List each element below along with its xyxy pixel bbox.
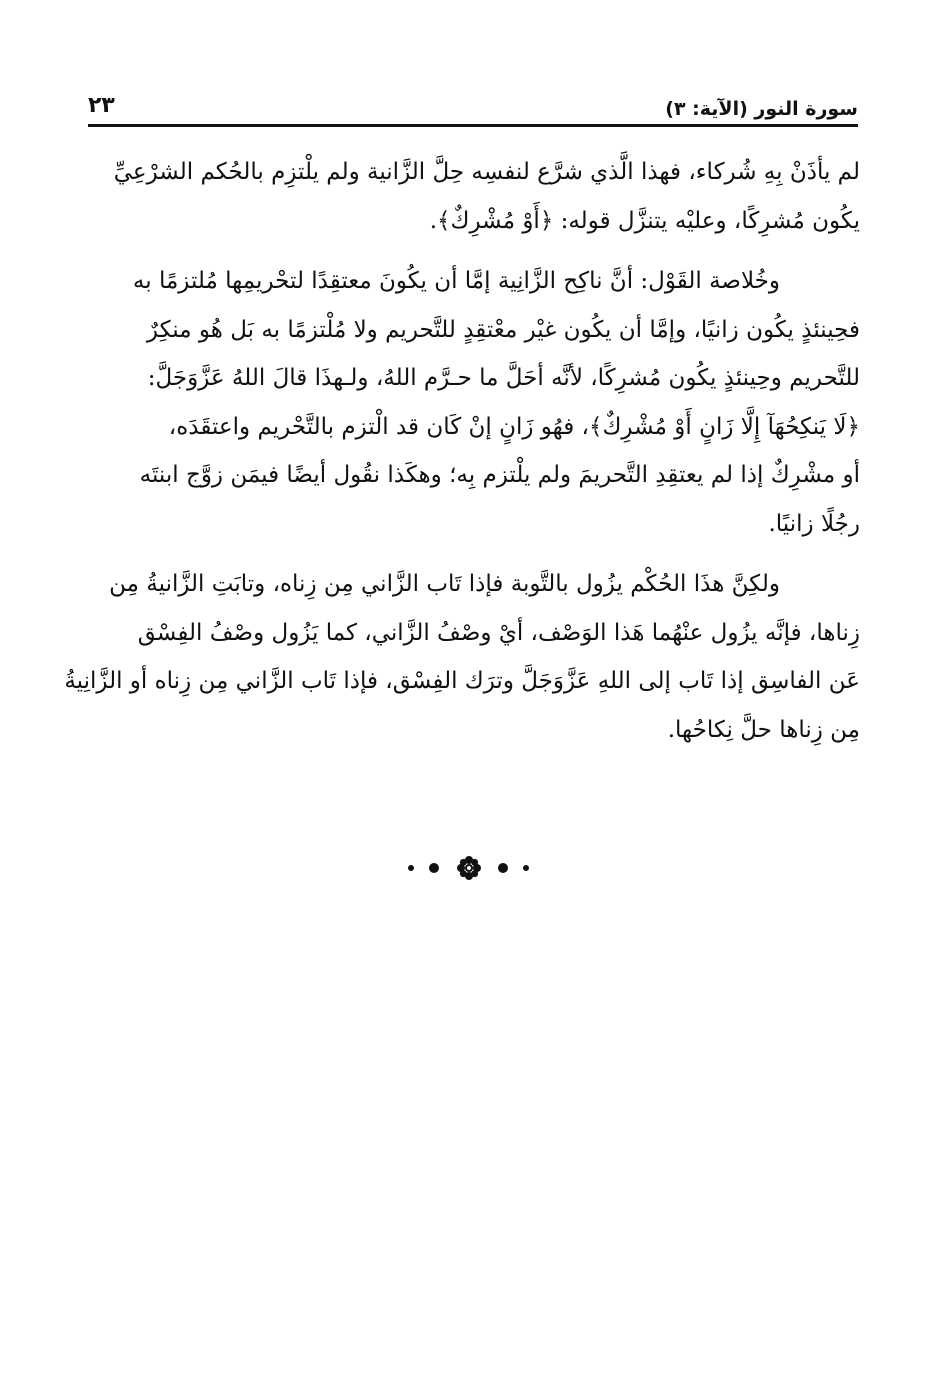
text-line: عَن الفاسِق إذا تَاب إلى اللهِ عَزَّوَجَلَّ وترَك الفِسْق، فإذا تَاب الزَّاني مِن زِناه أو الزَّانِيةُ: [64, 668, 860, 694]
header-divider: [88, 124, 858, 127]
text-line: ﴿لَا يَنكِحُهَآ إِلَّا زَانٍ أَوْ مُشْرِكٌ﴾، فهُو زَانٍ إنْ كَان قد الْتزم بالتَّحْريم واعتقَدَه،: [168, 413, 860, 440]
text-line: يكُون مُشرِكًا، وعليْه يتنزَّل قوله: ﴿أَوْ مُشْرِكٌ﴾.: [429, 207, 860, 234]
text-line: رجُلًا زانيًا.: [768, 510, 860, 537]
text-line: للتَّحريم وحِينئذٍ يكُون مُشرِكًا، لأنَّه أحَلَّ ما حـرَّم اللهُ، ولـهذَا قالَ اللهُ عَزَّوَجَلَّ:: [147, 365, 860, 391]
text-line: وخُلاصة القَوْل: أنَّ ناكِح الزَّانِية إمَّا أن يكُونَ معتقِدًا لتحْريمِها مُلتزمًا به: [132, 268, 780, 294]
dot-icon: [408, 865, 414, 871]
paragraph-2: [82, 257, 860, 548]
floral-ornament-icon: [456, 855, 482, 881]
paragraph-3: [64, 560, 860, 754]
dot-icon: [498, 863, 508, 873]
text-line: ولكِنَّ هذَا الحُكْم يزُول بالتَّوبة فإذا تَاب الزَّاني مِن زِناه، وتابَتِ الزَّانيةُ مِن: [109, 571, 780, 597]
text-line: لم يأذَنْ بِهِ شُركاء، فهذا الَّذي شرَّع لنفسِه حِلَّ الزَّانية ولم يلْتزِم بالحُكم الشرْعِيِّ: [113, 159, 860, 185]
paragraph-1: [82, 148, 860, 245]
page-number: ٢٣: [88, 93, 115, 118]
section-ornament: [0, 855, 937, 881]
text-line: مِن زِناها حلَّ نِكاحُها.: [667, 716, 860, 743]
dot-icon: [429, 863, 439, 873]
text-line: أو مشْرِكٌ إذا لم يعتقِدِ التَّحريمَ ولم يلْتزم بِه؛ وهكَذا نقُول أيضًا فيمَن زوَّج ابنتَه: [139, 462, 860, 488]
page-header: [88, 92, 858, 128]
running-title: سورة النور (الآية: ٣): [665, 98, 858, 120]
text-line: زِناها، فإنَّه يزُول عنْهُما هَذا الوَصْف، أيْ وصْفُ الزَّاني، كما يَزُول وصْفُ الفِسْق: [137, 619, 860, 646]
text-line: فحِينئذٍ يكُون زانيًا، وإمَّا أن يكُون غيْر معْتقِدٍ للتَّحريم ولا مُلْتزمًا به بَل هُو منكِرٌ: [146, 316, 860, 343]
dot-icon: [523, 865, 529, 871]
body-text: [64, 148, 860, 754]
